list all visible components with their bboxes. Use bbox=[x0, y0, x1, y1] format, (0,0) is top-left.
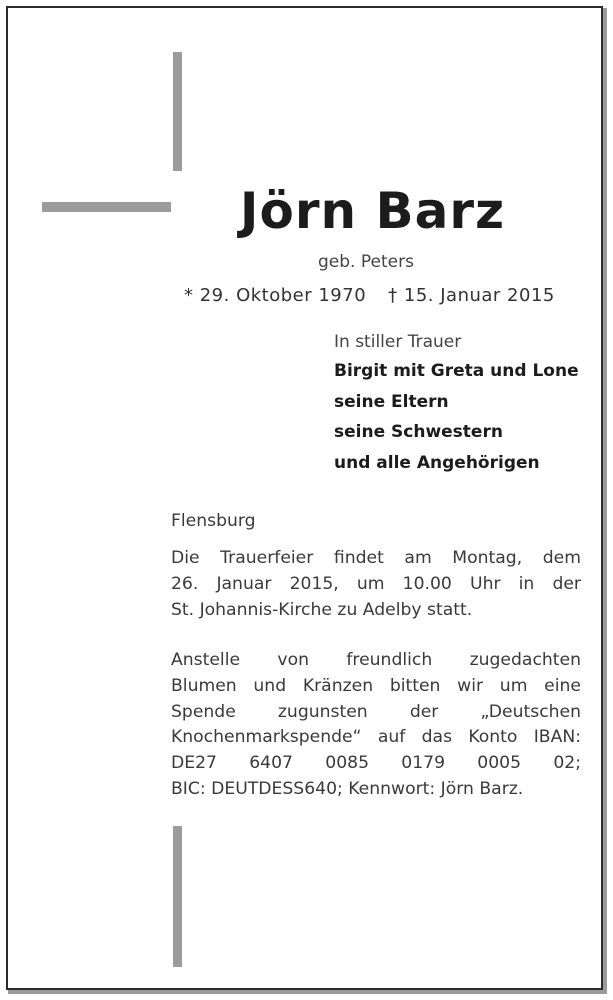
birth-date: * 29. Oktober 1970 bbox=[184, 285, 367, 306]
paragraph-line: 26. Januar 2015, um 10.00 Uhr in der bbox=[171, 573, 581, 594]
deceased-name: Jörn Barz bbox=[239, 182, 506, 240]
cross-vertical-top bbox=[173, 52, 182, 171]
donation-paragraph bbox=[171, 648, 581, 803]
paragraph-line: BIC: DEUTDESS640; Kennwort: Jörn Barz. bbox=[171, 778, 524, 799]
paragraph-line: Knochenmarkspende“ auf das Konto IBAN: bbox=[171, 727, 581, 748]
paragraph-line: St. Johannis-Kirche zu Adelby statt. bbox=[171, 599, 473, 620]
mourner-line: seine Schwestern bbox=[334, 422, 503, 442]
life-dates bbox=[184, 285, 555, 306]
paragraph-line: Blumen und Kränzen bitten wir um eine bbox=[171, 675, 581, 696]
cross-vertical-bottom bbox=[173, 826, 182, 967]
death-date: † 15. Januar 2015 bbox=[388, 285, 555, 306]
place: Flensburg bbox=[171, 511, 256, 531]
mourner-line: und alle Angehörigen bbox=[334, 452, 540, 473]
born-name: geb. Peters bbox=[318, 252, 414, 272]
notice-frame bbox=[6, 6, 603, 990]
funeral-paragraph bbox=[171, 546, 581, 623]
mourners-list bbox=[334, 360, 579, 482]
paragraph-line: Die Trauerfeier findet am Montag, dem bbox=[171, 548, 581, 568]
paragraph-line: DE27 6407 0085 0179 0005 02; bbox=[171, 753, 581, 774]
mourning-intro: In stiller Trauer bbox=[334, 332, 462, 352]
mourner-line: Birgit mit Greta und Lone bbox=[334, 361, 579, 381]
mourner-line: seine Eltern bbox=[334, 391, 449, 412]
paragraph-line: Spende zugunsten der „Deutschen bbox=[171, 701, 581, 722]
paragraph-line: Anstelle von freundlich zugedachten bbox=[171, 650, 581, 670]
